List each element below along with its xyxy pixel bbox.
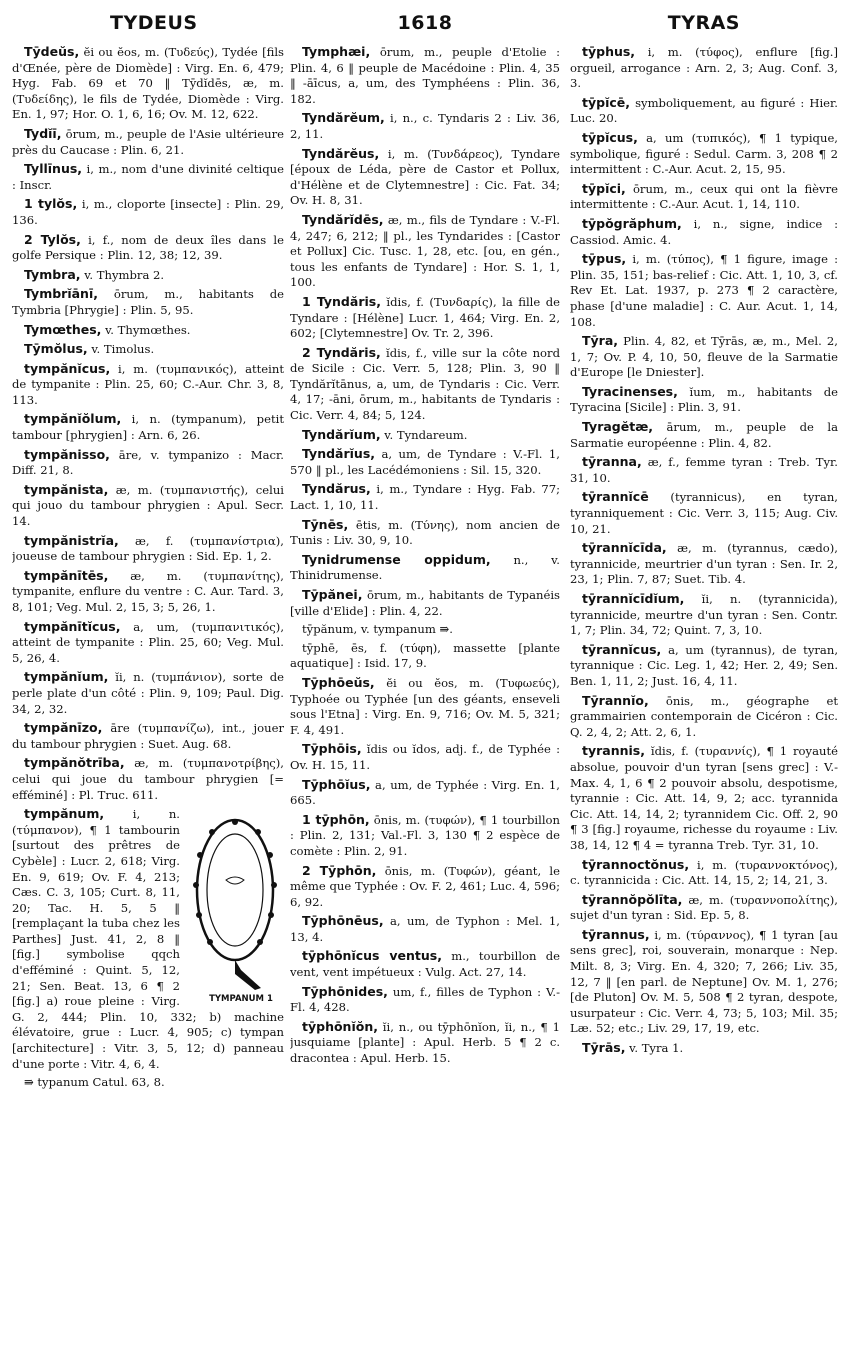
entry-definition: i, m., cloporte [insecte] : Plin. 29, 136. <box>12 197 284 227</box>
entry-definition: i, n. (τύμπανον), ¶ 1 tambourin [surtout des prêtres de Cybèle] : Lucr. 2, 618; Virg. En. 9, 619; Ov. F. 4, 213; Cæs. C. 3, 105; Curt. 8, 11, 20; Tac. H. 5, 5 ‖ [remplaçant la tuba chez les Parthes] Just. 41, 2, 8 ‖ [fig.] symbolise qqch d'efféminé : Quint. 5, 12, 21; Sen. Beat. 13, 6 ¶ 2 [fig.] a) roue pleine : Virg. G. 2, 444; Plin. 10, 332; b) machine élévatoire, grue : Lucr. 4, 905; c) tympan [architecture] : Vitr. 3, 5, 12; d) panneau d'une porte : Vitr. 4, 6, 4. <box>12 807 284 1071</box>
dictionary-entry <box>12 161 284 193</box>
entry-definition: ĕi ou ĕos, m. (Τυδεύς), Tydée [fils d'Œnée, père de Diomède] : Virg. En. 6, 479; Hyg. Fab. 69 et 70 ‖ Tȳdĭdēs, æ, m. (Τυδείδης), le fils de Tydée, Diomède : Virg. En. 1, 97; Hor. O. 1, 6, 16; Ov. M. 12, 622. <box>12 45 284 122</box>
dictionary-entry <box>290 481 560 513</box>
entry-definition: æ, m. (τυμπανίτης), tympanite, enflure du ventre : C. Aur. Tard. 3, 8, 101; Veg. Mul. 2, 15, 3; 5, 26, 1. <box>12 568 284 614</box>
entry-definition: a, um, de Typhon : Mel. 1, 13, 4. <box>290 914 560 944</box>
entry-definition: ĭdis, f. (τυραννίς), ¶ 1 royauté absolue, pouvoir d'un tyran [sens grec] : V.-Max. 4, 1, 6 ¶ 2 pouvoir absolu, despotisme, tyrannie : Cic. Att. 14, 9, 2; acc. tyrannida Cic. Att. 14, 14, 2; tyrannidem Cic. Off. 2, 90 ¶ 3 [fig.] royaume, richesse du royaume : Liv. 38, 14, 12 ¶ 4 = tyranna Treb. Tyr. 31, 10. <box>570 744 838 852</box>
entry-headword: tympănĭum, <box>24 669 109 685</box>
entry-definition: v. Thymbra 2. <box>80 267 165 282</box>
entry-headword: Tȳnēs, <box>302 516 349 532</box>
dictionary-entry <box>12 44 284 123</box>
entry-headword: Tyndărus, <box>302 481 371 497</box>
entry-definition: ōrum, m., habitants de Tymbria [Phrygie] : Plin. 5, 95. <box>12 287 284 317</box>
figure-caption: TYMPANUM 1 <box>209 994 273 1005</box>
dictionary-entry <box>12 1075 284 1091</box>
entry-headword: Tȳphōeŭs, <box>302 674 375 690</box>
dictionary-entry <box>290 1019 560 1067</box>
entry-headword: 1 Tyndăris, <box>302 293 381 309</box>
dictionary-entry <box>290 741 560 773</box>
entry-definition: æ, m. (τυμπανιστής), celui qui jouo du tambour phrygien : Apul. Secr. 14. <box>12 482 284 529</box>
dictionary-entry <box>570 181 838 213</box>
entry-definition: i, m., nom d'une divinité celtique : Inscr. <box>12 162 284 192</box>
dictionary-entry <box>570 454 838 486</box>
dictionary-entry <box>12 341 284 358</box>
dictionary-entry <box>290 622 560 638</box>
entry-definition: a, um, (τυμπανιτικός), atteint de tympanite : Plin. 25, 60; Veg. Mul. 5, 26, 4. <box>12 619 284 665</box>
running-header <box>0 0 850 40</box>
entry-definition: tȳphē, ēs, f. (τύφη), massette [plante aquatique] : Isid. 17, 9. <box>290 640 560 671</box>
entry-definition: i, m. (τύφος), enflure [fig.] orgueil, arrogance : Arn. 2, 3; Aug. Conf. 3, 3. <box>570 45 838 91</box>
entry-definition: a, um (τυπικός), ¶ 1 typique, symbolique, figuré : Sedul. Carm. 3, 208 ¶ 2 intermittent : C.-Aur. Acut. 2, 15, 95. <box>570 130 838 177</box>
dictionary-entry <box>570 251 838 330</box>
dictionary-entry <box>290 446 560 478</box>
dictionary-entry <box>290 146 560 209</box>
entry-definition: ĭdis, f. (Τυνδαρίς), la fille de Tyndare : [Hélène] Lucr. 1, 464; Virg. En. 2, 602; [Clytemnestre] Ov. Tr. 2, 396. <box>290 294 560 341</box>
dictionary-entry <box>570 540 838 588</box>
entry-definition: a, um, de Typhée : Virg. En. 1, 665. <box>290 777 560 808</box>
tympanum-illustration <box>186 810 284 1006</box>
column-2 <box>290 44 560 1344</box>
dictionary-entry <box>290 294 560 342</box>
entry-definition: v. Timolus. <box>87 342 155 357</box>
dictionary-entry <box>290 587 560 619</box>
entry-headword: tȳrannĭcīdĭum, <box>582 591 685 606</box>
dictionary-entry <box>290 552 560 584</box>
dictionary-entry <box>290 110 560 142</box>
dictionary-entry <box>570 333 838 381</box>
dictionary-entry <box>570 693 838 741</box>
entry-headword: 1 tȳphōn, <box>302 811 370 827</box>
entry-definition: i, m. (τύραννος), ¶ 1 tyran [au sens grec], roi, souverain, monarque : Nep. Milt. 8, 3; Virg. En. 4, 320; 7, 266; Liv. 35, 12, 7 ‖ [en parl. de Neptune] Ov. M. 1, 276; [de Pluton] Ov. M. 5, 508 ¶ 2 tyran, despote, usurpateur : Cic. Verr. 4, 73; 5, 103; Mil. 35; Læ. 52; etc.; Liv. 29, 17, 19, etc. <box>570 927 838 1036</box>
dictionary-entry <box>12 322 284 339</box>
entry-definition: a, um, de Tyndare : V.-Fl. 1, 570 ‖ pl., les Lacédémoniens : Sil. 15, 320. <box>290 447 560 477</box>
entry-headword: Tyndărĕum, <box>302 110 385 126</box>
entry-headword: Tyndărĭus, <box>302 446 376 462</box>
entry-headword: Tȳphōnēus, <box>302 913 384 929</box>
dictionary-entry <box>570 489 838 537</box>
entry-definition: æ, m., fils de Tyndare : V.-Fl. 4, 247; 6, 212; ‖ pl., les Tyndarides : [Castor et Pollux] Cic. Tusc. 1, 28, etc. [ou, en gén., tous les enfants de Tyndare] : Hor. S. 1, 1, 100. <box>290 212 560 290</box>
entry-headword: Tȳdeŭs, <box>24 44 80 59</box>
dictionary-entry <box>12 361 284 409</box>
tambourine-drawing-icon <box>186 810 284 990</box>
entry-definition: i, m. (τυραννοκτόνος), c. tyrannicida : Cic. Att. 14, 15, 2; 14, 21, 3. <box>570 857 838 888</box>
entry-definition: i, f., nom de deux îles dans le golfe Persique : Plin. 12, 38; 12, 39. <box>12 232 284 263</box>
dictionary-entry <box>12 126 284 158</box>
entry-headword: tȳrannĭcus, <box>582 641 662 657</box>
dictionary-entry <box>290 212 560 291</box>
entry-headword: tȳrannĭcīda, <box>582 540 667 556</box>
column-1 <box>12 44 284 1344</box>
entry-definition: æ, m. (tyrannus, cædo), tyrannicide, meurtrier d'un tyran : Sen. Ir. 2, 23, 1; Plin. 7, 87; Suet. Tib. 4. <box>570 541 838 587</box>
entry-definition: ōnis, m., géographe et grammairien contemporain de Cicéron : Cic. Q. 2, 4, 2; Att. 2, 6, 1. <box>570 693 838 739</box>
entry-headword: Tȳphōnides, <box>302 983 388 999</box>
dictionary-entry <box>12 533 284 565</box>
dictionary-entry <box>290 812 560 860</box>
dictionary-entry <box>290 44 560 107</box>
entry-definition: i, m., Tyndare : Hyg. Fab. 77; Lact. 1, 10, 11. <box>290 482 560 513</box>
entry-definition: ĭum, m., habitants de Tyracina [Sicile] : Plin. 3, 91. <box>570 384 838 415</box>
dictionary-entry <box>12 720 284 752</box>
entry-definition: æ, m. (τυμπανοτρίβης), celui qui joue du tambour phrygien [= efféminé] : Pl. Truc. 611. <box>12 756 284 802</box>
entry-headword: Tynidrumense oppidum, <box>302 551 491 567</box>
entry-definition: i, m. (Τυνδάρεος), Tyndare [époux de Léda, père de Castor et Pollux, d'Hélène et de Clytemnestre] : Cic. Fat. 34; Ov. H. 8, 31. <box>290 146 560 208</box>
entry-definition: ōrum, m., peuple d'Etolie : Plin. 4, 6 ‖ peuple de Macédoine : Plin. 4, 35 ‖ -āīcus, a, um, des Tymphéens : Plin. 36, 182. <box>290 45 560 106</box>
dictionary-entry <box>570 384 838 416</box>
entry-headword: tȳpĭcē, <box>582 94 630 110</box>
entry-definition: i, m. (τυμπανικός), atteint de tympanite : Plin. 25, 60; C.-Aur. Chr. 3, 8, 113. <box>12 361 284 407</box>
entry-definition: v. Tyndareum. <box>380 427 468 442</box>
entry-headword: tȳphōnĭŏn, <box>302 1018 378 1034</box>
entry-headword: tympănistrĭa, <box>24 532 119 548</box>
entry-definition: ōrum, m., ceux qui ont la fièvre intermittente : C.-Aur. Acut. 1, 14, 110. <box>570 181 838 212</box>
dictionary-entry <box>570 927 838 1037</box>
entry-headword: Tyllīnus, <box>24 161 83 177</box>
header-right-word: TYRAS <box>667 12 740 34</box>
entry-headword: tympănītēs, <box>24 567 109 583</box>
entry-definition: n., v. Thinidrumense. <box>290 552 560 583</box>
entry-definition: symboliquement, au figuré : Hier. Luc. 20. <box>570 95 838 126</box>
entry-headword: Tȳrās, <box>582 1040 626 1056</box>
entry-headword: Tymœthes, <box>24 321 102 337</box>
entry-definition: ōrum, m., habitants de Typanéis [ville d'Elide] : Plin. 4, 22. <box>290 588 560 618</box>
entry-headword: Tymbrĭānī, <box>24 286 98 302</box>
entry-headword: tȳpŏgrăphum, <box>582 215 682 231</box>
entry-definition: æ, f. (τυμπανίστρια), joueuse de tambour phrygien : Sid. Ep. 1, 2. <box>12 533 284 564</box>
dictionary-entry <box>570 892 838 924</box>
entry-headword: tympănum, <box>24 806 105 822</box>
entry-definition: ĭi, n., ou tȳphōnĭon, ĭi, n., ¶ 1 jusquiame [plante] : Apul. Herb. 5 ¶ 2 c. draconteа : Apul. Herb. 15. <box>290 1019 560 1066</box>
dictionary-entry <box>12 755 284 803</box>
dictionary-entry <box>290 984 560 1016</box>
dictionary-entry <box>12 669 284 717</box>
entry-headword: tȳrannĭcē <box>582 489 649 505</box>
entry-headword: Tyndărĭum, <box>302 426 381 442</box>
page-number: 1618 <box>397 12 453 34</box>
entry-definition: i, m. (τύπος), ¶ 1 figure, image : Plin. 35, 151; bas-relief : Cic. Att. 1, 10, 3, cf. Rev Et. Lat. 1937, p. 273 ¶ 2 caractère, phase [d'une maladie] : C. Aur. Acut. 1, 14, 108. <box>570 252 838 329</box>
dictionary-entry <box>12 196 284 228</box>
entry-headword: tympănĭcus, <box>24 360 111 376</box>
entry-definition: ōrum, m., peuple de l'Asie ultérieure près du Caucase : Plin. 6, 21. <box>12 126 284 157</box>
entry-definition: i, n., c. Tyndaris 2 : Liv. 36, 2, 11. <box>290 111 560 141</box>
entry-headword: tympănista, <box>24 481 109 497</box>
entry-definition: ōnis, m. (Τυφών), géant, le même que Typhée : Ov. F. 2, 461; Luc. 4, 596; 6, 92. <box>290 863 560 909</box>
entry-headword: Tyracinenses, <box>582 383 678 399</box>
entry-headword: tȳpus, <box>582 251 627 267</box>
entry-definition: tȳpănum, v. tympanum ⇛. <box>302 622 453 637</box>
entry-headword: Tymbra, <box>24 266 81 282</box>
entry-headword: Tymphæi, <box>302 44 371 59</box>
dictionary-entry <box>290 777 560 809</box>
dictionary-entry <box>570 216 838 248</box>
dictionary-entry <box>290 427 560 444</box>
dictionary-entry <box>570 642 838 690</box>
dictionary-entry <box>12 411 284 443</box>
dictionary-entry <box>12 482 284 530</box>
dictionary-entry <box>12 232 284 264</box>
entry-definition: v. Thymœthes. <box>101 322 191 337</box>
dictionary-entry <box>12 568 284 616</box>
dictionary-entry <box>570 44 838 92</box>
dictionary-entry <box>570 419 838 451</box>
entry-headword: tȳpĭci, <box>582 180 626 196</box>
entry-definition: āre (τυμπανίζω), int., jouer du tambour phrygien : Suet. Aug. 68. <box>12 721 284 751</box>
entry-headword: Tyndărĭdēs, <box>302 211 384 227</box>
entry-definition: ārum, m., peuple de la Sarmatie européenne : Plin. 4, 82. <box>570 420 838 450</box>
dictionary-entry <box>290 863 560 911</box>
dictionary-entry <box>290 948 560 980</box>
dictionary-entry <box>12 806 284 1072</box>
entry-definition: ĕi ou ĕos, m. (Τυφωεύς), Typhoée ou Typhée [un des géants, enseveli sous l'Etna] : Virg. En. 9, 716; Ov. M. 5, 321; F. 4, 491. <box>290 675 560 737</box>
entry-headword: tȳphus, <box>582 44 636 59</box>
dictionary-entry <box>12 447 284 479</box>
dictionary-entry <box>290 913 560 945</box>
entry-headword: Tȳpănei, <box>302 587 363 602</box>
dictionary-entry <box>570 591 838 639</box>
entry-definition: āre, v. tympanizo : Macr. Diff. 21, 8. <box>12 447 284 478</box>
entry-definition: ⇛ typanum Catul. 63, 8. <box>24 1075 165 1090</box>
dictionary-entry <box>290 641 560 672</box>
entry-headword: 2 Tylŏs, <box>24 231 81 247</box>
entry-definition: um, f., filles de Typhon : V.-Fl. 4, 428. <box>290 984 560 1015</box>
entry-definition: æ, m. (τυραννοπολίτης), sujet d'un tyran : Sid. Ep. 5, 8. <box>570 892 838 923</box>
entry-definition: a, um (tyrannus), de tyran, tyrannique : Cic. Leg. 1, 42; Her. 2, 49; Sen. Ben. 1, 11, 2; Just. 16, 4, 11. <box>570 642 838 688</box>
entry-headword: tympănīzo, <box>24 720 103 736</box>
entry-definition: ōnis, m. (τυφών), ¶ 1 tourbillon : Plin. 2, 131; Val.-Fl. 3, 130 ¶ 2 espèce de comète : Plin. 2, 91. <box>290 812 560 858</box>
entry-headword: Tȳmŏlus, <box>24 341 88 357</box>
entry-headword: 2 Tyndăris, <box>302 344 381 360</box>
entry-headword: tȳrannus, <box>582 926 650 942</box>
entry-headword: tyrannis, <box>582 743 645 759</box>
entry-definition: v. Tyra 1. <box>625 1041 684 1056</box>
dictionary-entry <box>290 345 560 424</box>
entry-definition: ĭi, n. (tyrannicida), tyrannicide, meurtre d'un tyran : Sen. Contr. 1, 7; Plin. 34, 72; Quint. 7, 3, 10. <box>570 592 838 638</box>
entry-headword: tympănītĭcus, <box>24 618 121 634</box>
entry-headword: Tyndărĕus, <box>302 145 380 161</box>
entry-definition: ĭdis, f., ville sur la côte nord de Sicile : Cic. Verr. 5, 128; Plin. 3, 90 ‖ Tyndărĭtānus, a, um, de Tyndaris : Cic. Verr. 4, 17; -āni, ōrum, m., habitants de Tyndaris : Cic. Verr. 4, 84; 5, 124. <box>290 345 560 423</box>
entry-definition: (tyrannicus), en tyran, tyranniquement : Cic. Verr. 3, 115; Aug. Civ. 10, 21. <box>570 490 838 536</box>
entry-definition: æ, f., femme tyran : Treb. Tyr. 31, 10. <box>570 455 838 485</box>
entry-definition: i, n., signe, indice : Cassiod. Amic. 4. <box>570 216 838 247</box>
dictionary-entry <box>570 857 838 889</box>
entry-headword: Tȳra, <box>582 333 619 349</box>
entry-headword: tȳrannŏpŏlīta, <box>582 891 683 907</box>
dictionary-entry <box>12 286 284 318</box>
entry-headword: tȳranna, <box>582 454 642 470</box>
entry-headword: tȳpĭcus, <box>582 129 638 145</box>
dictionary-entry <box>570 743 838 853</box>
header-left-word: TYDEUS <box>110 12 198 34</box>
entry-headword: Tyragĕtæ, <box>582 419 654 435</box>
entry-headword: tȳphōnĭcus ventus, <box>302 948 442 964</box>
entry-headword: 1 tylŏs, <box>24 196 78 212</box>
dictionary-entry <box>570 130 838 178</box>
entry-definition: Plin. 4, 82, et Tȳrās, æ, m., Mel. 2, 1, 7; Ov. P. 4, 10, 50, fleuve de la Sarmatie d'Europe [le Dniester]. <box>570 334 838 380</box>
dictionary-entry <box>12 619 284 667</box>
dictionary-entry <box>570 1040 838 1057</box>
entry-definition: i, n. (tympanum), petit tambour [phrygien] : Arn. 6, 26. <box>12 412 284 443</box>
dictionary-entry <box>12 267 284 284</box>
entry-headword: Tȳphōĭus, <box>302 776 371 792</box>
column-3 <box>570 44 838 1344</box>
dictionary-entry <box>570 95 838 127</box>
entry-headword: tympănisso, <box>24 446 110 462</box>
entry-headword: 2 Tȳphōn, <box>302 862 377 878</box>
entry-definition: ĭdis ou ĭdos, adj. f., de Typhée : Ov. H. 15, 11. <box>290 742 560 772</box>
entry-definition: ētis, m. (Τύνης), nom ancien de Tunis : Liv. 30, 9, 10. <box>290 517 560 548</box>
entry-headword: Tydĭī, <box>24 125 62 141</box>
entry-headword: tympănĭŏlum, <box>24 411 122 427</box>
entry-headword: Tȳphōis, <box>302 741 362 757</box>
entry-headword: tympănŏtrība, <box>24 755 125 771</box>
entry-definition: m., tourbillon de vent, vent impétueux : Vulg. Act. 27, 14. <box>290 949 560 980</box>
dictionary-entry <box>290 517 560 549</box>
entry-headword: tȳrannoctŏnus, <box>582 856 690 872</box>
entry-definition: ĭi, n. (τυμπάνιον), sorte de perle plate d'un côté : Plin. 9, 109; Paul. Dig. 34, 2, 32. <box>12 670 284 716</box>
entry-headword: Tȳrannĭo, <box>582 692 649 708</box>
dictionary-entry <box>290 675 560 738</box>
